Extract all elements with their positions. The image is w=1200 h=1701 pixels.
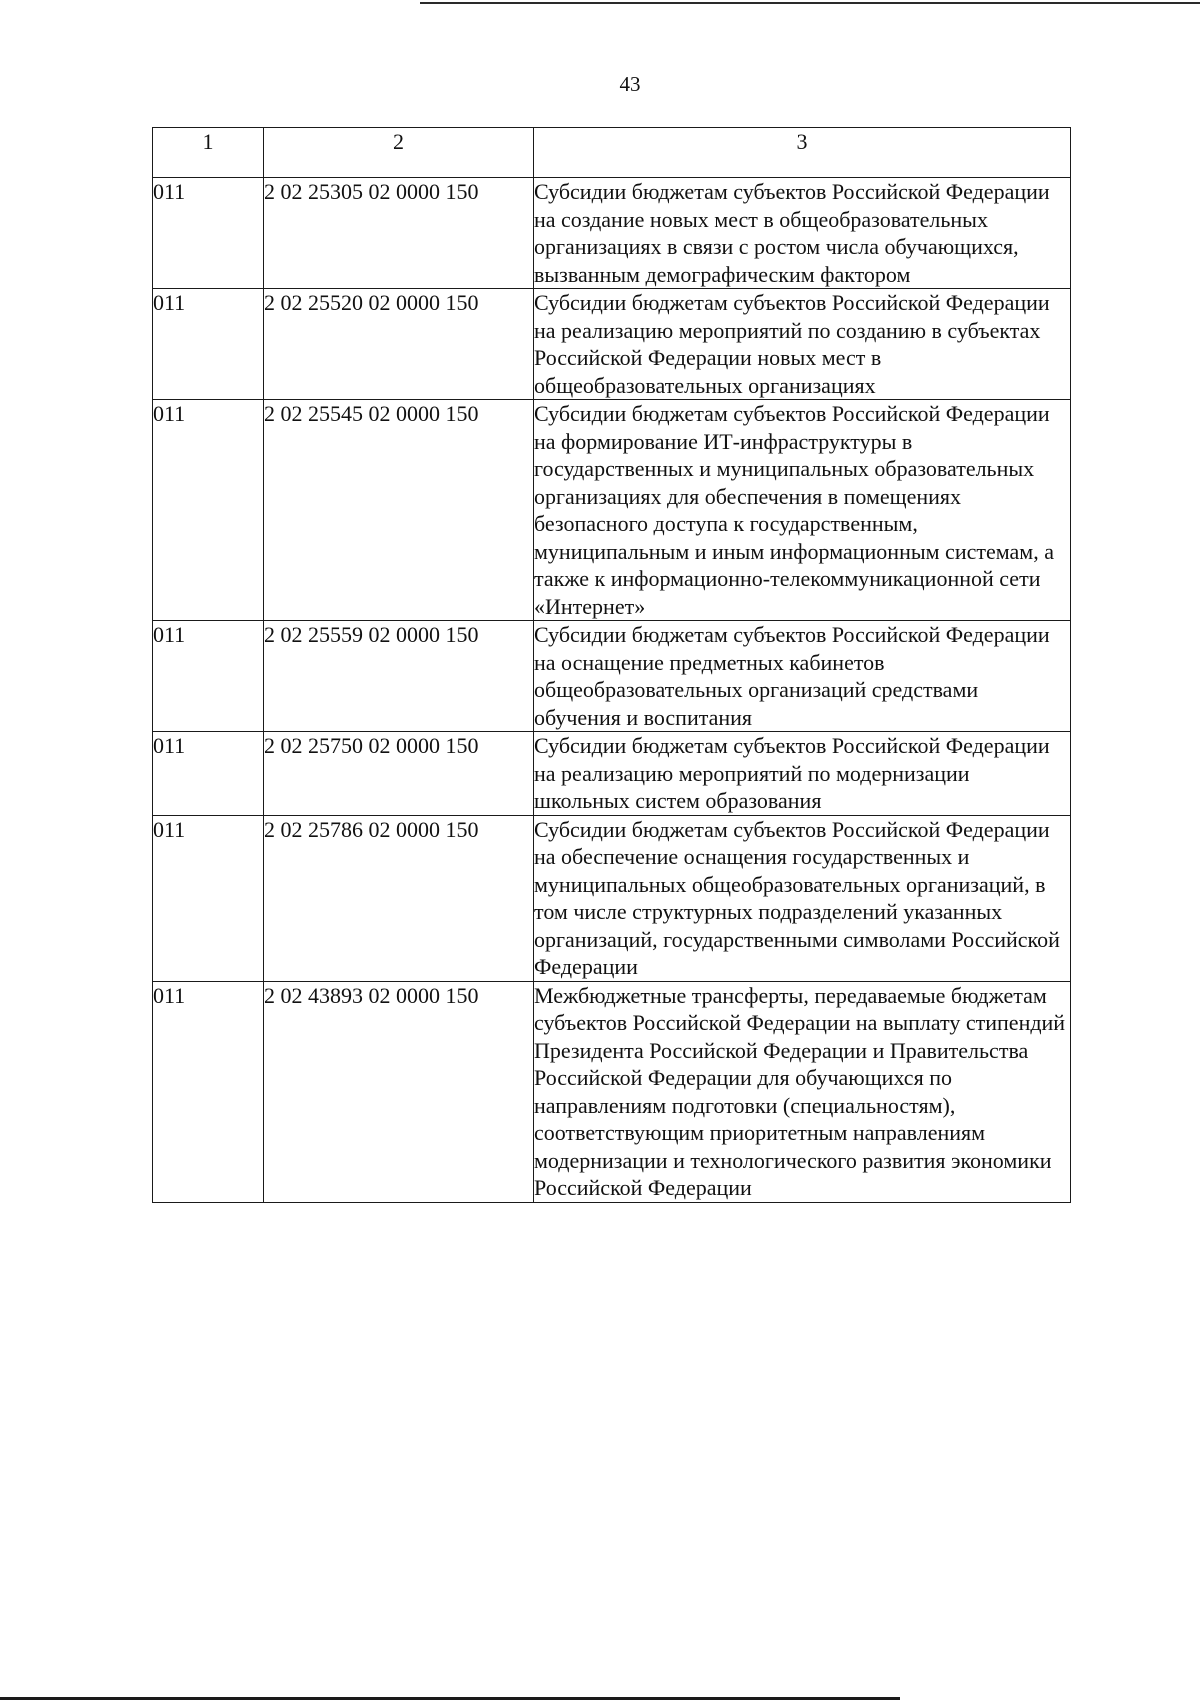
revenue-name-cell: Субсидии бюджетам субъектов Российской Федерации на оснащение предметных кабинетов общеобразовательных организаций средствами обучения и воспитания bbox=[534, 621, 1071, 732]
kbk-code-cell: 2 02 25786 02 0000 150 bbox=[264, 815, 534, 981]
kbk-code-cell: 2 02 43893 02 0000 150 bbox=[264, 981, 534, 1202]
table-row bbox=[153, 621, 1071, 732]
revenue-name-cell: Субсидии бюджетам субъектов Российской Федерации на реализацию мероприятий по созданию в субъектах Российской Федерации новых мест в общеобразовательных организациях bbox=[534, 289, 1071, 400]
table-row bbox=[153, 815, 1071, 981]
admin-code-cell: 011 bbox=[153, 815, 264, 981]
kbk-code-cell: 2 02 25559 02 0000 150 bbox=[264, 621, 534, 732]
revenue-name-cell: Субсидии бюджетам субъектов Российской Федерации на обеспечение оснащения государственных и муниципальных общеобразовательных организаций, в том числе структурных подразделений указанных организаций, государственными символами Российской Федерации bbox=[534, 815, 1071, 981]
admin-code-cell: 011 bbox=[153, 289, 264, 400]
scan-edge-top bbox=[420, 2, 1200, 4]
table-row bbox=[153, 178, 1071, 289]
admin-code-cell: 011 bbox=[153, 400, 264, 621]
admin-code-cell: 011 bbox=[153, 178, 264, 289]
table-row bbox=[153, 400, 1071, 621]
scan-edge-bottom bbox=[0, 1697, 900, 1700]
header-col-3: 3 bbox=[534, 128, 1071, 178]
admin-code-cell: 011 bbox=[153, 981, 264, 1202]
admin-code-cell: 011 bbox=[153, 621, 264, 732]
revenue-name-cell: Межбюджетные трансферты, передаваемые бюджетам субъектов Российской Федерации на выплату стипендий Президента Российской Федерации и Правительства Российской Федерации для обучающихся по направлениям подготовки (специальностям), соответствующим приоритетным направлениям модернизации и технологического развития экономики Российской Федерации bbox=[534, 981, 1071, 1202]
table-row bbox=[153, 732, 1071, 816]
kbk-code-cell: 2 02 25750 02 0000 150 bbox=[264, 732, 534, 816]
kbk-code-cell: 2 02 25520 02 0000 150 bbox=[264, 289, 534, 400]
revenue-name-cell: Субсидии бюджетам субъектов Российской Федерации на формирование ИТ-инфраструктуры в государственных и муниципальных образовательных организациях для обеспечения в помещениях безопасного доступа к государственным, муниципальным и иным информационным системам, а также к информационно-телекоммуникационной сети «Интернет» bbox=[534, 400, 1071, 621]
revenue-name-cell: Субсидии бюджетам субъектов Российской Федерации на реализацию мероприятий по модернизации школьных систем образования bbox=[534, 732, 1071, 816]
admin-code-cell: 011 bbox=[153, 732, 264, 816]
revenue-name-cell: Субсидии бюджетам субъектов Российской Федерации на создание новых мест в общеобразовательных организациях в связи с ростом числа обучающихся, вызванным демографическим фактором bbox=[534, 178, 1071, 289]
kbk-code-cell: 2 02 25305 02 0000 150 bbox=[264, 178, 534, 289]
table-header-row bbox=[153, 128, 1071, 178]
header-col-2: 2 bbox=[264, 128, 534, 178]
table-row bbox=[153, 289, 1071, 400]
kbk-code-cell: 2 02 25545 02 0000 150 bbox=[264, 400, 534, 621]
page-number: 43 bbox=[619, 72, 641, 96]
budget-classification-table bbox=[152, 127, 1071, 1203]
header-col-1: 1 bbox=[153, 128, 264, 178]
table-row bbox=[153, 981, 1071, 1202]
